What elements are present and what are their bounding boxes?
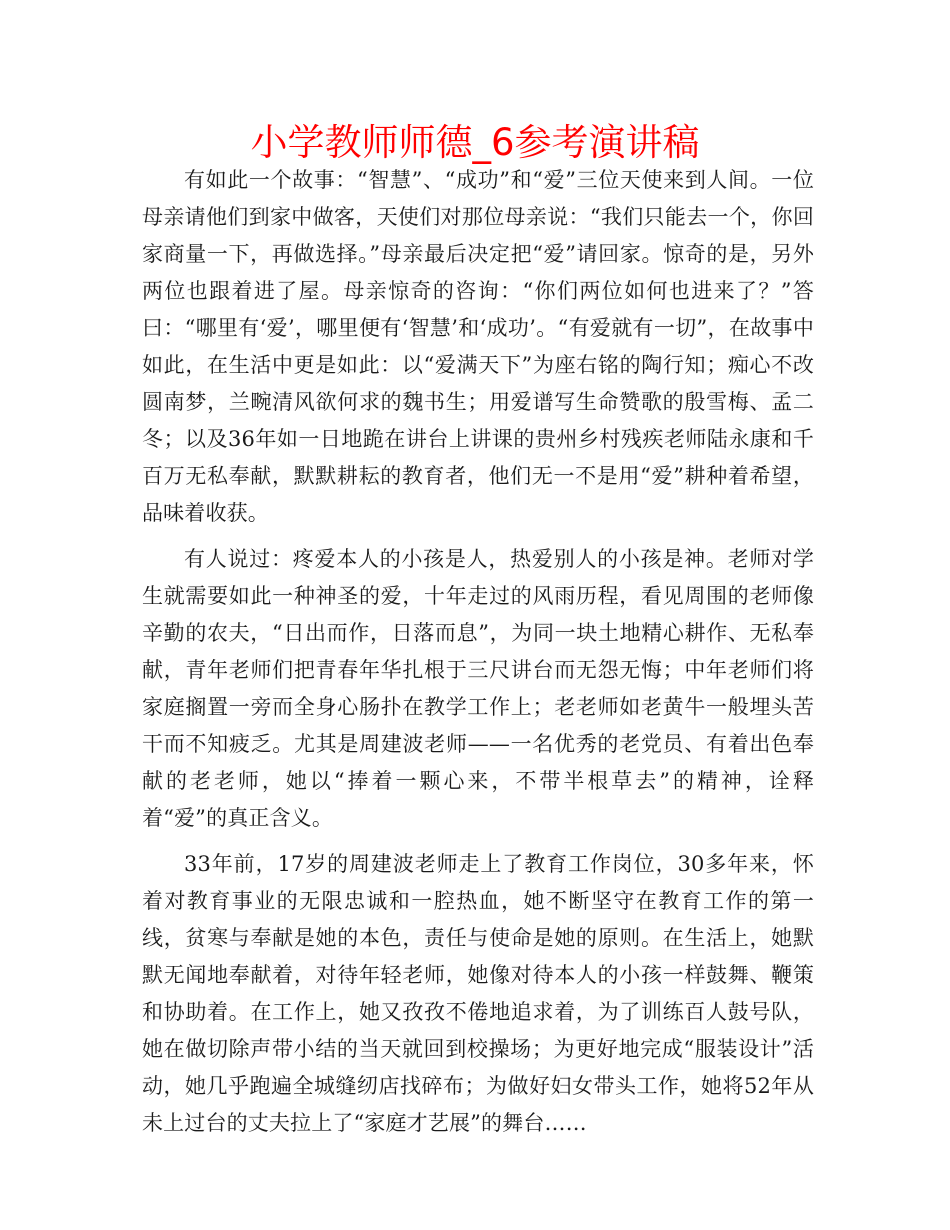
document-body <box>142 162 814 1151</box>
paragraph-2: 有人说过：疼爱本人的小孩是人，热爱别人的小孩是神。老师对学生就需要如此一种神圣的爱，十年走过的风雨历程，看见周围的老师像辛勤的农夫，“日出而作，日落而息”，为同一块土地精心耕作、无私奉献，青年老师们把青春年华扎根于三尺讲台而无怨无悔；中年老师们将家庭搁置一旁而全身心肠扑在教学工作上；老老师如老黄牛一般埋头苦干而不知疲乏。尤其是周建波老师——一名优秀的老党员、有着出色奉献的老老师，她以“捧着一颗心来，不带半根草去”的精神，诠释着“爱”的真正含义。 <box>142 547 814 830</box>
paragraph-3: 33年前，17岁的周建波老师走上了教育工作岗位，30多年来，怀着对教育事业的无限忠诚和一腔热血，她不断坚守在教育工作的第一线，贫寒与奉献是她的本色，责任与使命是她的原则。在生活上，她默默无闻地奉献着，对待年轻老师，她像对待本人的小孩一样鼓舞、鞭策和协助着。在工作上，她又孜孜不倦地追求着，为了训练百人鼓号队，她在做切除声带小结的当天就回到校操场；为更好地完成“服装设计”活动，她几乎跑遍全城缝纫店找碎布；为做好妇女带头工作，她将52年从未上过台的丈夫拉上了“家庭才艺展”的舞台…… <box>142 852 814 1135</box>
paragraph-1: 有如此一个故事：“智慧”、“成功”和“爱”三位天使来到人间。一位母亲请他们到家中做客，天使们对那位母亲说：“我们只能去一个，你回家商量一下，再做选择。”母亲最后决定把“爱”请回家。惊奇的是，另外两位也跟着进了屋。母亲惊奇的咨询：“你们两位如何也进来了？”答曰：“哪里有‘爱’，哪里便有‘智慧’和‘成功’。“有爱就有一切”，在故事中如此，在生活中更是如此：以“爱满天下”为座右铭的陶行知；痴心不改圆南梦，兰畹清风欲何求的魏书生；用爱谱写生命赞歌的殷雪梅、孟二冬；以及36年如一日地跪在讲台上讲课的贵州乡村残疾老师陆永康和千百万无私奉献，默默耕耘的教育者，他们无一不是用“爱”耕种着希望，品味着收获。 <box>142 168 814 525</box>
document-title: 小学教师师德_6参考演讲稿 <box>250 121 700 164</box>
